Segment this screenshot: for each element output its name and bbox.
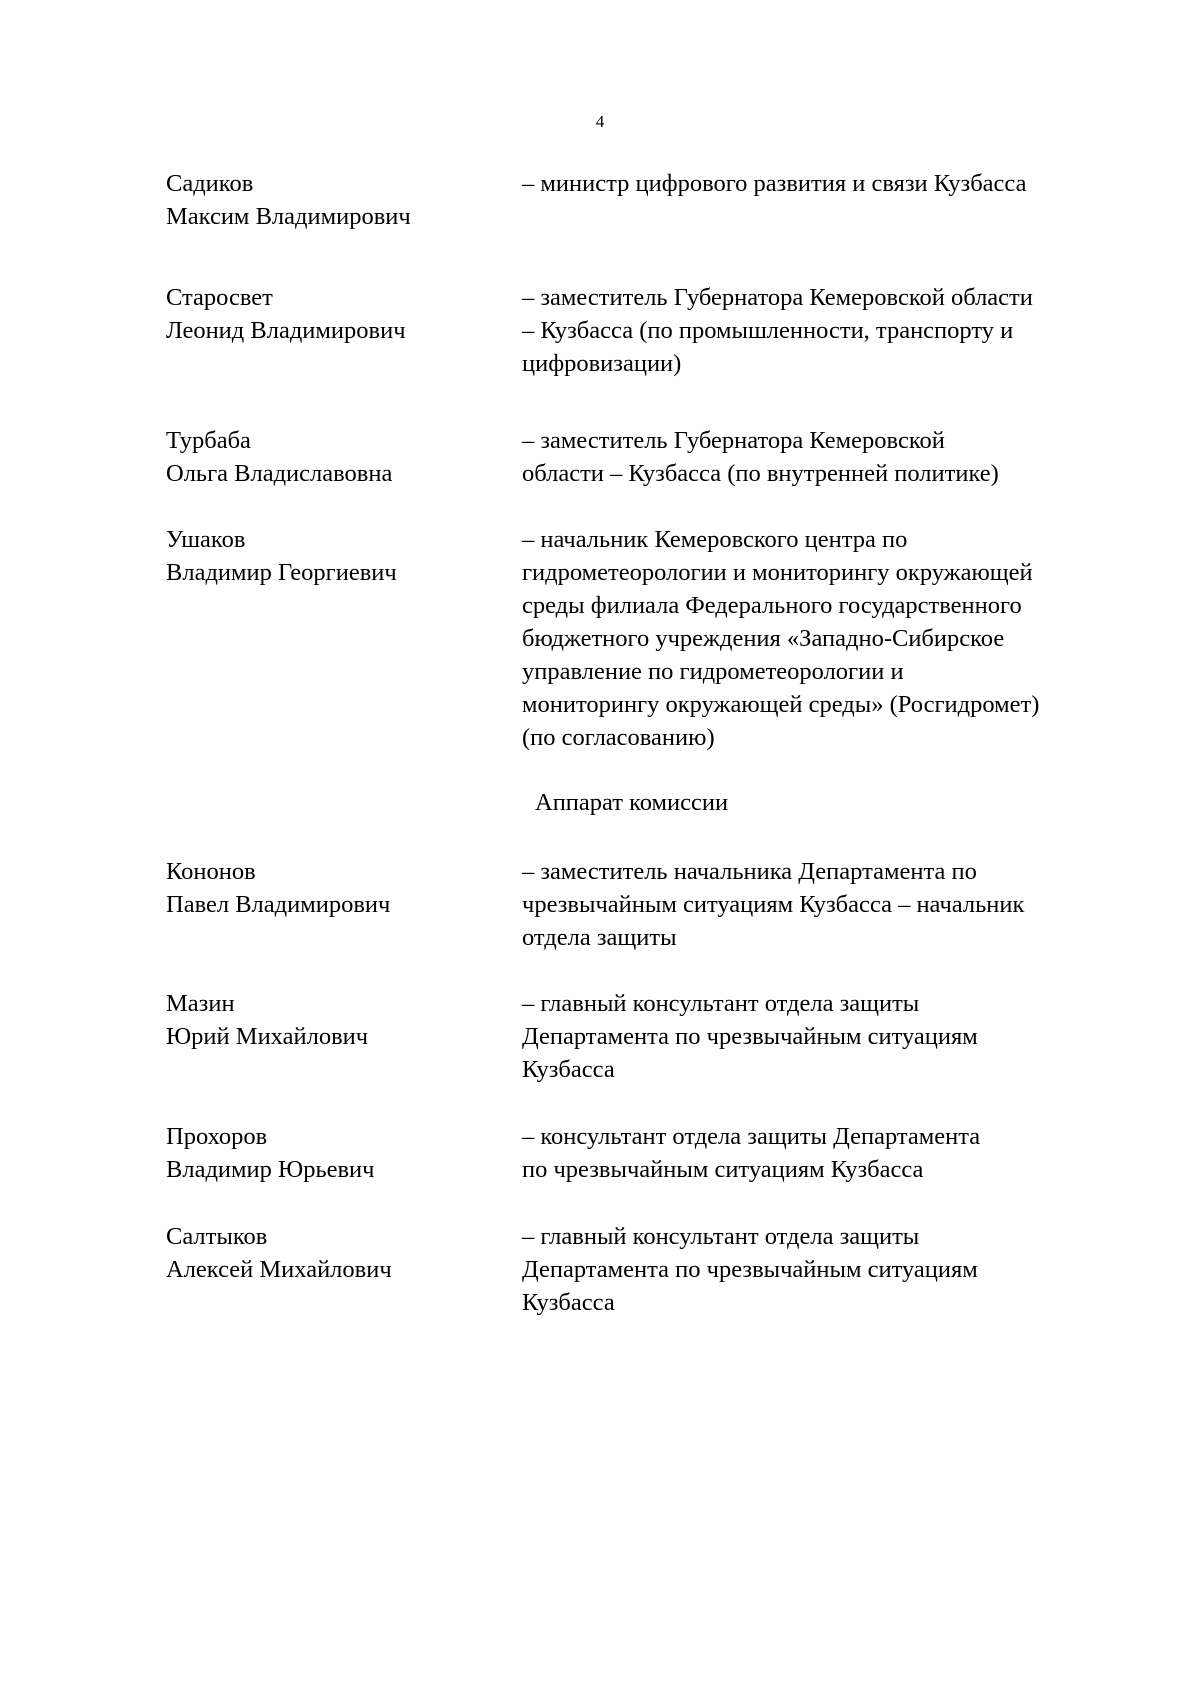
role-line: отдела защиты bbox=[522, 924, 677, 951]
person-name bbox=[166, 855, 506, 921]
person-role bbox=[522, 167, 1132, 200]
person-role bbox=[522, 987, 1132, 1086]
surname: Мазин bbox=[166, 990, 235, 1017]
surname: Садиков bbox=[166, 170, 254, 197]
given-names: Павел Владимирович bbox=[166, 891, 391, 918]
role-line: – Кузбасса (по промышленности, транспорту и bbox=[522, 317, 1014, 344]
person-name bbox=[166, 1220, 506, 1286]
given-names: Юрий Михайлович bbox=[166, 1023, 369, 1050]
role-line: – начальник Кемеровского центра по bbox=[522, 526, 908, 553]
role-line: управление по гидрометеорологии и bbox=[522, 658, 904, 685]
role-line: Кузбасса bbox=[522, 1056, 615, 1083]
person-role bbox=[522, 1120, 1132, 1186]
person-name bbox=[166, 281, 506, 347]
role-line: по чрезвычайным ситуациям Кузбасса bbox=[522, 1156, 924, 1183]
person-name bbox=[166, 987, 506, 1053]
surname: Ушаков bbox=[166, 526, 246, 553]
given-names: Владимир Георгиевич bbox=[166, 559, 397, 586]
section-heading: Аппарат комиссии bbox=[535, 789, 729, 816]
role-line: мониторингу окружающей среды» (Росгидромет) bbox=[522, 691, 1040, 718]
surname: Кононов bbox=[166, 858, 256, 885]
person-role bbox=[522, 424, 1132, 490]
given-names: Максим Владимирович bbox=[166, 203, 411, 230]
person-role bbox=[522, 523, 1132, 754]
role-line: среды филиала Федерального государственного bbox=[522, 592, 1022, 619]
person-role bbox=[522, 1220, 1132, 1319]
person-role bbox=[522, 281, 1132, 380]
role-line: Кузбасса bbox=[522, 1289, 615, 1316]
role-line: (по согласованию) bbox=[522, 724, 715, 751]
role-line: – заместитель Губернатора Кемеровской bbox=[522, 427, 945, 454]
page-number: 4 bbox=[595, 112, 605, 131]
role-line: бюджетного учреждения «Западно-Сибирское bbox=[522, 625, 1005, 652]
role-line: области – Кузбасса (по внутренней политике) bbox=[522, 460, 999, 487]
surname: Прохоров bbox=[166, 1123, 268, 1150]
person-name bbox=[166, 424, 506, 490]
role-line: – консультант отдела защиты Департамента bbox=[522, 1123, 981, 1150]
given-names: Леонид Владимирович bbox=[166, 317, 406, 344]
person-role bbox=[522, 855, 1132, 954]
given-names: Алексей Михайлович bbox=[166, 1256, 392, 1283]
role-line: Департамента по чрезвычайным ситуациям bbox=[522, 1256, 978, 1283]
person-name bbox=[166, 1120, 506, 1186]
given-names: Владимир Юрьевич bbox=[166, 1156, 375, 1183]
person-name bbox=[166, 167, 506, 233]
given-names: Ольга Владиславовна bbox=[166, 460, 393, 487]
surname: Старосвет bbox=[166, 284, 273, 311]
role-line: – главный консультант отдела защиты bbox=[522, 990, 920, 1017]
role-line: цифровизации) bbox=[522, 350, 682, 377]
role-line: – заместитель Губернатора Кемеровской области bbox=[522, 284, 1033, 311]
person-name bbox=[166, 523, 506, 589]
role-line: чрезвычайным ситуациям Кузбасса – начальник bbox=[522, 891, 1025, 918]
role-line: – министр цифрового развития и связи Кузбасса bbox=[522, 170, 1027, 197]
role-line: – главный консультант отдела защиты bbox=[522, 1223, 920, 1250]
role-line: Департамента по чрезвычайным ситуациям bbox=[522, 1023, 978, 1050]
surname: Салтыков bbox=[166, 1223, 268, 1250]
surname: Турбаба bbox=[166, 427, 251, 454]
role-line: – заместитель начальника Департамента по bbox=[522, 858, 977, 885]
role-line: гидрометеорологии и мониторингу окружающей bbox=[522, 559, 1033, 586]
